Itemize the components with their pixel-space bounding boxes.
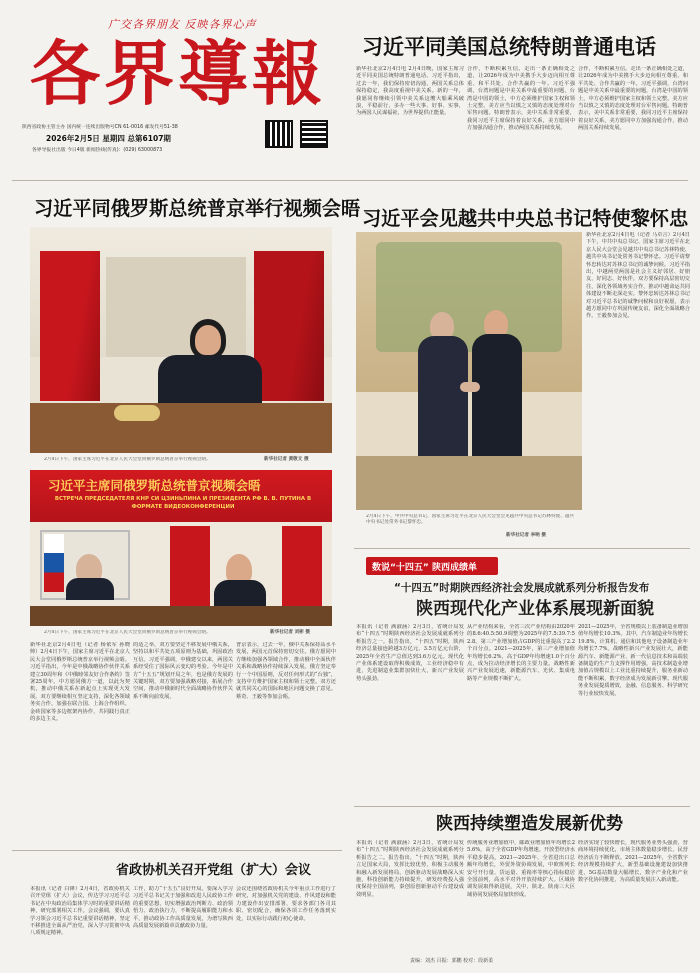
story5-col1: 本报讯（记者 满淑涵）2月3日，省统计局发布“十四五”时期陕西经济社会发展成就系列分析报告之二。报告指出，“十四五”时期，陕西立足国家大局，发挥比较优势，积极主动服务和融入新发展格局，创新驱动发展战略深入实施，科技创新能力持续提升，研发经费投入强度保持全国前列，秦创原创新驱动平台建设成效明显。 (356, 840, 464, 898)
photo1-caption-text: 2月4日下午，国家主席习近平在北京人民大会堂同俄罗斯总统普京举行视频会晤。 (44, 457, 211, 462)
photo3-caption: 2月4日下午，中共中央总书记、国家主席习近平在北京人民大会堂会见越共中央总书记苏林特使、越共中央书记处常务书记黎怀忠。 (366, 514, 574, 525)
footer-editors: 责编：刘杰 吕振：郭鹏 校对：段新柔 (410, 958, 494, 964)
story3-col1: 新华社北京2月4日电（记者 马卓言）2月4日下午，中共中央总书记、国家主席习近平在北京人民大会堂会见越共中央总书记苏林特使、越共中央书记处常务书记黎怀忠。习近平请黎怀忠转达对苏林总书记的诚挚问候。习近平指出，中越两党两国是社会主义好邻居、好朋友、好同志、好伙伴。双方要保持高层密切交往，深化各领域务实合作，推动中越命运共同体建设不断走深走实。黎怀忠转达苏林总书记对习近平总书记的诚挚问候和良好祝愿，表示越方愿同中方巩固传统友谊，深化全面战略合作。王毅参加会见。 (586, 232, 690, 320)
photo-video-meeting (30, 470, 332, 626)
story4-headline: 陕西现代化产业体系展现新面貌 (416, 599, 654, 619)
story6-headline: 省政协机关召开党组（扩大）会议 (116, 863, 312, 878)
photo-handshake (356, 232, 582, 510)
qr-code-2 (300, 120, 328, 148)
photo2-credit: 新华社记者 刘彬 摄 (270, 630, 310, 635)
masthead-title: 各界導報 (30, 32, 326, 115)
story6-col2: 工作，助力“十五五”良好开局。要深入学习习近平总书记关于加强和改进人民政协工作的重要思想，切实增强政治判断力、政治领悟力、政治执行力，不断提高履职能力和水平，推动政协工作高质量发展，为谱写陕西高质量发展新篇章贡献政协力量。 (133, 886, 233, 930)
story4-kicker: “十四五”时期陕西经济社会发展成就系列分析报告发布 (394, 582, 650, 594)
photo2-caption-text: 2月4日下午，国家主席习近平在北京人民大会堂同俄罗斯总统普京举行视频会晤。 (44, 630, 211, 635)
banner-chinese: 习近平主席同俄罗斯总统普京视频会晤 (48, 478, 261, 493)
story2-col2: 的适之举，双方要坚定不移发展中俄关系，坚持以和平共处五项原则为基础，巩固政治互信。习近平强调，中俄建交以来，两国关系经受住了国际风云变幻的考验。今年是中方“十五五”规划开局之年，也是俄方发展的关键时期，双方要加强战略对接，拓展合作空间，推动中俄新时代全面战略协作伙伴关系不断向前发展。 (133, 642, 233, 700)
masthead (18, 8, 336, 176)
photo-xi-at-desk (30, 227, 332, 453)
series-tag (366, 557, 498, 575)
story6-col3: 会议还围绕省政协机关今年重点工作进行了研究，对加强机关党的建设、作风建设和能力建设作出安排部署，要求各部门各司其职、密切配合，确保各项工作任务落到实处，以实际行动践行初心使命。 (236, 886, 336, 922)
series-tag-text: 数说“十四五” 陕西成绩单 (372, 563, 477, 573)
video-meeting-banner (30, 470, 332, 522)
website-line: 各界导报社出版 今日4版 新闻热线(传真)：(029) 63000873 (32, 148, 163, 153)
issue-date: 2026年2月5日 星期四 总第6107期 (46, 134, 171, 143)
story1-headline: 习近平同美国总统特朗普通电话 (362, 35, 656, 59)
story2-col1: 新华社北京2月4日电（记者 杨依军 孙晓帅）2月4日下午，国家主席习近平在北京人民大会堂同俄罗斯总统普京举行视频会晤。习近平指出，今年是中俄战略协作伙伴关系建立30周年和《中俄睦邻友好合作条约》签署25周年。中方愿同俄方一道，以此为契机，推动中俄关系在新起点上实现更大发展。双方要继续相互坚定支持，深化各领域务实合作，加强在联合国、上海合作组织、金砖国家等多边框架内协作，共同践行真正的多边主义。 (30, 642, 130, 723)
story2-col3: 普京表示，过去一年，俄中关系保持高水平发展，两国元首保持密切交往。俄方愿同中方继续加强各领域合作，推动俄中全面伙伴关系和战略协作持续深入发展。俄方坚定奉行一个中国原则，反对任何形式的“台独”，支持中方维护国家主权和领土完整。双方还就共同关心的国际和地区问题交换了意见。蔡奇、王毅等参加会晤。 (236, 642, 336, 700)
story2-headline: 习近平同俄罗斯总统普京举行视频会晤 (34, 197, 361, 220)
photo3-credit: 新华社记者 李响 摄 (506, 533, 546, 538)
story6-col1: 本报讯（记者 白锋）2月4日，省政协机关召开党组（扩大）会议，传达学习习近平总书记在中央政治局集体学习时的重要讲话精神，研究部署相关工作。会议强调，要认真学习领会习近平总书记重要讲话精神，坚定不移推进全面从严治党，深入学习贯彻中央八项规定精神。 (30, 886, 130, 937)
photo1-credit: 新华社记者 黄敬文 摄 (264, 457, 309, 462)
story1-col1: 新华社北京2月4日电 2月4日晚，国家主席习近平同美国总统特朗普通电话。习近平指出，过去一年，我们保持密切沟通，两国关系总体保持稳定，我高度重视中美关系。新的一年，我愿同你继续引领中美关系这艘大船乘风破浪，平稳前行，多办一些大事、好事、实事，为两国人民谋福祉，为世界提供正能量。 (356, 66, 464, 117)
story1-col3: 合作，不断积累互信。走出一条正确相处之道，让2026年成为中美携手大步迈向相互尊重、和平共处、合作共赢的一年。习近平强调，台湾问题是中美关系中最重要的问题，台湾是中国的领土，中方必须维护国家主权和领土完整。美方应当以慎之又慎的态度处理对台军售问题。特朗普表示，美中关系非常重要，我同习近平主席保持着良好关系，美方愿同中方加强沟通合作，推动两国关系持续发展。 (578, 66, 688, 132)
story5-headline: 陕西持续塑造发展新优势 (436, 814, 623, 834)
story5-col3: 经济实现了较快增长，现代服务业势头强劲，营商环境持续优化，市场主体数量稳步增长，民营经济活力不断释放。2021—2025年，全省数字经济规模持续扩大，新型基础设施建设加快推进，5G基站数量大幅增长，数字产业化和产业数字化协同推进，为高质量发展注入新动能。 (578, 840, 688, 884)
story3-headline: 习近平会见越共中央总书记特使黎怀忠 (362, 207, 689, 230)
story1-col2: 合作，不断积累互信。走出一条正确相处之道，让2026年成为中美携手大步迈向相互尊重、和平共处、合作共赢的一年。习近平强调，台湾问题是中美关系中最重要的问题，台湾是中国的领土，中方必须维护国家主权和领土完整。美方应当以慎之又慎的态度处理对台军售问题。特朗普表示，美中关系非常重要，我同习近平主席保持着良好关系，美方愿同中方加强沟通合作，推动两国关系持续发展。 (467, 66, 575, 132)
qr-code-1 (265, 120, 293, 148)
photo1-caption (44, 457, 264, 463)
banner-russian: ВСТРЕЧА ПРЕДСЕДАТЕЛЯ КНР СИ ЦЗИНЬПИНА И ПРЕЗИДЕНТА РФ В. В. ПУТИНА В ФОРМАТЕ ВИДЕОКОНФЕРЕНЦИИ (54, 496, 312, 510)
story4-col3: 2021—2025年，全省规模以上装备制造业增加值年均增长10.3%。其中，汽车制造业年均增长19.8%，计算机、通信和其他电子设备制造业年均增长7.7%。战略性新兴产业发展壮大，新能源汽车、新能源产业、新一代信息技术和高端装备制造的生产力支撑作用增强，高技术制造业增加值占规模以上工业比重持续提升，服务业新动能不断积累，数字经济成为发展新引擎。现代服务业发展提质增效，金融、信息服务、科学研究等行业较快发展。 (578, 624, 688, 697)
story5-col2: 传统服务业增加值中，邮政业增加值年均增长25.6%，高于全省GDP年均增速。开放型经济水平稳步提高，2021—2025年，全省进出口总额年均增长，外贸外资协调发展，中欧班列长安号开行量、货运量、重箱率等核心指标稳居全国前列，高水平对外开放持续扩大。区域协调发展取得新进展，关中、陕北、陕南三大区域协同发展格局加快形成。 (467, 840, 575, 898)
photo2-caption (44, 630, 264, 636)
masthead-slogan: 广交各界朋友 反映各界心声 (108, 18, 257, 31)
story4-col2: 从产业结构来看，全省三次产业结构由2020年的8.6:40.5:50.9调整为2025年的7.5:39.7:52.8。第三产业增加值占GDP的比重提高了2.2个百分点。2021—2025年，第三产业增加值年均增长6.2%，高于GDP年均增速1.0个百分点，成为拉动经济增长的主要力量。战略性新兴产业发展迅速，新能源汽车、光伏、集成电路等产业规模不断扩大。 (467, 624, 575, 682)
story4-col1: 本报讯（记者 满淑涵）2月3日，省统计局发布“十四五”时期陕西经济社会发展成就系列分析报告之一。报告指出，“十四五”时期，陕西经济总量接连跨越3万亿元、3.5万亿元台阶，2025年全省生产总值达到3.6万亿元。现代化产业体系建设取得积极成效，工业经济稳中有进，先进制造业集群加快壮大，新兴产业发展势头强劲。 (356, 624, 464, 682)
publisher-line: 陕西省政协主管主办 国内统一连续出版物号CN 61-0016 邮发代号51-38 (22, 125, 178, 130)
